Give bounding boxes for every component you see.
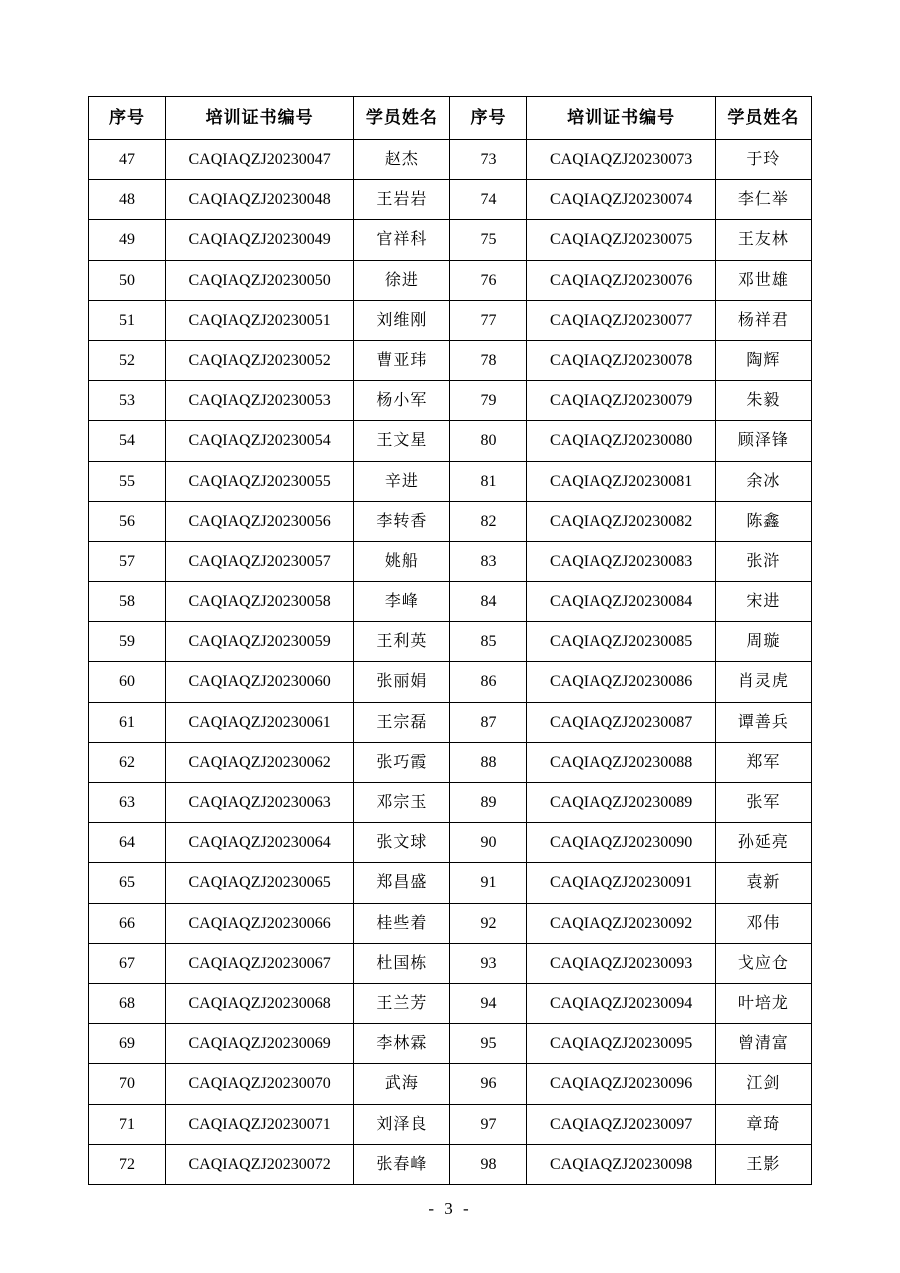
cell-certificate-left: CAQIAQZJ20230052 xyxy=(166,340,354,380)
cell-certificate-left: CAQIAQZJ20230072 xyxy=(166,1144,354,1184)
cell-sequence-right: 82 xyxy=(450,501,527,541)
cell-certificate-right: CAQIAQZJ20230077 xyxy=(527,300,715,340)
cell-name-right: 王友林 xyxy=(715,220,811,260)
cell-certificate-left: CAQIAQZJ20230067 xyxy=(166,943,354,983)
table-row xyxy=(89,340,812,380)
table-row xyxy=(89,300,812,340)
cell-certificate-left: CAQIAQZJ20230047 xyxy=(166,140,354,180)
cell-sequence-right: 95 xyxy=(450,1024,527,1064)
cell-name-left: 张巧霞 xyxy=(354,742,450,782)
table-row xyxy=(89,461,812,501)
cell-name-left: 王文星 xyxy=(354,421,450,461)
cell-sequence-right: 85 xyxy=(450,622,527,662)
cell-sequence-right: 79 xyxy=(450,381,527,421)
cell-certificate-left: CAQIAQZJ20230063 xyxy=(166,783,354,823)
cell-certificate-left: CAQIAQZJ20230055 xyxy=(166,461,354,501)
table-row xyxy=(89,1064,812,1104)
cell-name-right: 陶辉 xyxy=(715,340,811,380)
column-header-certificate-left: 培训证书编号 xyxy=(166,97,354,140)
cell-certificate-left: CAQIAQZJ20230071 xyxy=(166,1104,354,1144)
cell-sequence-right: 90 xyxy=(450,823,527,863)
cell-name-right: 宋进 xyxy=(715,582,811,622)
cell-sequence-left: 66 xyxy=(89,903,166,943)
table-row xyxy=(89,702,812,742)
cell-name-left: 王宗磊 xyxy=(354,702,450,742)
table-row xyxy=(89,140,812,180)
cell-sequence-left: 61 xyxy=(89,702,166,742)
cell-certificate-right: CAQIAQZJ20230087 xyxy=(527,702,715,742)
cell-sequence-left: 71 xyxy=(89,1104,166,1144)
cell-name-right: 谭善兵 xyxy=(715,702,811,742)
table-row xyxy=(89,381,812,421)
cell-name-left: 张丽娟 xyxy=(354,662,450,702)
cell-certificate-right: CAQIAQZJ20230091 xyxy=(527,863,715,903)
cell-sequence-right: 89 xyxy=(450,783,527,823)
cell-name-right: 邓世雄 xyxy=(715,260,811,300)
cell-sequence-right: 78 xyxy=(450,340,527,380)
cell-name-left: 李转香 xyxy=(354,501,450,541)
cell-certificate-left: CAQIAQZJ20230060 xyxy=(166,662,354,702)
cell-certificate-right: CAQIAQZJ20230086 xyxy=(527,662,715,702)
cell-certificate-right: CAQIAQZJ20230094 xyxy=(527,983,715,1023)
table-row xyxy=(89,501,812,541)
cell-sequence-left: 47 xyxy=(89,140,166,180)
cell-sequence-left: 51 xyxy=(89,300,166,340)
cell-certificate-right: CAQIAQZJ20230096 xyxy=(527,1064,715,1104)
cell-certificate-right: CAQIAQZJ20230075 xyxy=(527,220,715,260)
cell-sequence-left: 54 xyxy=(89,421,166,461)
cell-name-left: 张文球 xyxy=(354,823,450,863)
cell-name-left: 赵杰 xyxy=(354,140,450,180)
column-header-sequence-right: 序号 xyxy=(450,97,527,140)
cell-name-right: 袁新 xyxy=(715,863,811,903)
table-row xyxy=(89,863,812,903)
table-row xyxy=(89,662,812,702)
cell-name-right: 王影 xyxy=(715,1144,811,1184)
cell-name-right: 顾泽锋 xyxy=(715,421,811,461)
column-header-name-right: 学员姓名 xyxy=(715,97,811,140)
cell-sequence-right: 93 xyxy=(450,943,527,983)
cell-name-right: 于玲 xyxy=(715,140,811,180)
cell-name-right: 郑军 xyxy=(715,742,811,782)
table-row xyxy=(89,582,812,622)
cell-certificate-right: CAQIAQZJ20230090 xyxy=(527,823,715,863)
cell-sequence-left: 50 xyxy=(89,260,166,300)
cell-sequence-right: 94 xyxy=(450,983,527,1023)
table-row xyxy=(89,742,812,782)
cell-name-left: 刘泽良 xyxy=(354,1104,450,1144)
cell-certificate-left: CAQIAQZJ20230054 xyxy=(166,421,354,461)
cell-sequence-left: 52 xyxy=(89,340,166,380)
cell-sequence-right: 74 xyxy=(450,180,527,220)
cell-sequence-left: 53 xyxy=(89,381,166,421)
cell-sequence-right: 97 xyxy=(450,1104,527,1144)
cell-sequence-right: 84 xyxy=(450,582,527,622)
cell-name-left: 刘维刚 xyxy=(354,300,450,340)
table-row xyxy=(89,260,812,300)
cell-certificate-left: CAQIAQZJ20230061 xyxy=(166,702,354,742)
cell-name-left: 杨小军 xyxy=(354,381,450,421)
cell-certificate-right: CAQIAQZJ20230097 xyxy=(527,1104,715,1144)
cell-sequence-left: 68 xyxy=(89,983,166,1023)
cell-certificate-left: CAQIAQZJ20230068 xyxy=(166,983,354,1023)
cell-certificate-left: CAQIAQZJ20230050 xyxy=(166,260,354,300)
cell-sequence-left: 56 xyxy=(89,501,166,541)
cell-name-left: 曹亚玮 xyxy=(354,340,450,380)
table-header-row xyxy=(89,97,812,140)
cell-name-right: 曾清富 xyxy=(715,1024,811,1064)
cell-name-right: 叶培龙 xyxy=(715,983,811,1023)
cell-name-left: 官祥科 xyxy=(354,220,450,260)
table-row xyxy=(89,1144,812,1184)
table-row xyxy=(89,622,812,662)
cell-name-right: 杨祥君 xyxy=(715,300,811,340)
cell-certificate-right: CAQIAQZJ20230093 xyxy=(527,943,715,983)
cell-name-right: 邓伟 xyxy=(715,903,811,943)
cell-sequence-left: 65 xyxy=(89,863,166,903)
table-row xyxy=(89,783,812,823)
cell-name-right: 陈鑫 xyxy=(715,501,811,541)
table-row xyxy=(89,823,812,863)
cell-certificate-left: CAQIAQZJ20230048 xyxy=(166,180,354,220)
cell-certificate-right: CAQIAQZJ20230083 xyxy=(527,541,715,581)
cell-certificate-right: CAQIAQZJ20230092 xyxy=(527,903,715,943)
cell-name-left: 辛进 xyxy=(354,461,450,501)
cell-name-right: 江剑 xyxy=(715,1064,811,1104)
cell-certificate-right: CAQIAQZJ20230088 xyxy=(527,742,715,782)
table-row xyxy=(89,180,812,220)
cell-certificate-left: CAQIAQZJ20230070 xyxy=(166,1064,354,1104)
cell-name-left: 桂些着 xyxy=(354,903,450,943)
cell-certificate-right: CAQIAQZJ20230078 xyxy=(527,340,715,380)
cell-name-left: 李峰 xyxy=(354,582,450,622)
cell-certificate-right: CAQIAQZJ20230073 xyxy=(527,140,715,180)
cell-certificate-left: CAQIAQZJ20230056 xyxy=(166,501,354,541)
cell-sequence-left: 72 xyxy=(89,1144,166,1184)
cell-sequence-right: 98 xyxy=(450,1144,527,1184)
cell-name-left: 王兰芳 xyxy=(354,983,450,1023)
cell-sequence-right: 91 xyxy=(450,863,527,903)
cell-sequence-left: 69 xyxy=(89,1024,166,1064)
cell-name-right: 张军 xyxy=(715,783,811,823)
cell-name-left: 郑昌盛 xyxy=(354,863,450,903)
cell-name-left: 王利英 xyxy=(354,622,450,662)
cell-certificate-right: CAQIAQZJ20230098 xyxy=(527,1144,715,1184)
cell-sequence-right: 96 xyxy=(450,1064,527,1104)
cell-certificate-left: CAQIAQZJ20230059 xyxy=(166,622,354,662)
cell-sequence-left: 49 xyxy=(89,220,166,260)
cell-sequence-left: 57 xyxy=(89,541,166,581)
table-row xyxy=(89,943,812,983)
cell-sequence-right: 80 xyxy=(450,421,527,461)
cell-certificate-right: CAQIAQZJ20230084 xyxy=(527,582,715,622)
table-row xyxy=(89,903,812,943)
cell-sequence-left: 55 xyxy=(89,461,166,501)
cell-name-right: 朱毅 xyxy=(715,381,811,421)
cell-certificate-left: CAQIAQZJ20230066 xyxy=(166,903,354,943)
table-row xyxy=(89,421,812,461)
cell-sequence-left: 60 xyxy=(89,662,166,702)
cell-sequence-right: 77 xyxy=(450,300,527,340)
cell-certificate-right: CAQIAQZJ20230082 xyxy=(527,501,715,541)
cell-name-left: 武海 xyxy=(354,1064,450,1104)
cell-certificate-left: CAQIAQZJ20230057 xyxy=(166,541,354,581)
cell-certificate-right: CAQIAQZJ20230089 xyxy=(527,783,715,823)
cell-sequence-right: 76 xyxy=(450,260,527,300)
cell-name-left: 李林霖 xyxy=(354,1024,450,1064)
cell-sequence-left: 70 xyxy=(89,1064,166,1104)
cell-name-right: 孙延亮 xyxy=(715,823,811,863)
cell-sequence-right: 81 xyxy=(450,461,527,501)
column-header-sequence-left: 序号 xyxy=(89,97,166,140)
cell-name-right: 李仁举 xyxy=(715,180,811,220)
cell-certificate-right: CAQIAQZJ20230080 xyxy=(527,421,715,461)
cell-sequence-right: 87 xyxy=(450,702,527,742)
column-header-name-left: 学员姓名 xyxy=(354,97,450,140)
table-body xyxy=(89,140,812,1185)
cell-certificate-left: CAQIAQZJ20230053 xyxy=(166,381,354,421)
cell-sequence-left: 67 xyxy=(89,943,166,983)
cell-sequence-left: 64 xyxy=(89,823,166,863)
cell-name-right: 肖灵虎 xyxy=(715,662,811,702)
table-row xyxy=(89,1024,812,1064)
table-row xyxy=(89,1104,812,1144)
cell-sequence-right: 92 xyxy=(450,903,527,943)
cell-certificate-left: CAQIAQZJ20230051 xyxy=(166,300,354,340)
cell-name-right: 章琦 xyxy=(715,1104,811,1144)
cell-sequence-right: 86 xyxy=(450,662,527,702)
cell-certificate-left: CAQIAQZJ20230062 xyxy=(166,742,354,782)
cell-name-right: 余冰 xyxy=(715,461,811,501)
cell-certificate-right: CAQIAQZJ20230074 xyxy=(527,180,715,220)
cell-certificate-left: CAQIAQZJ20230049 xyxy=(166,220,354,260)
cell-certificate-left: CAQIAQZJ20230065 xyxy=(166,863,354,903)
cell-name-left: 王岩岩 xyxy=(354,180,450,220)
cell-certificate-right: CAQIAQZJ20230081 xyxy=(527,461,715,501)
cell-certificate-left: CAQIAQZJ20230064 xyxy=(166,823,354,863)
cell-certificate-right: CAQIAQZJ20230079 xyxy=(527,381,715,421)
cell-certificate-left: CAQIAQZJ20230069 xyxy=(166,1024,354,1064)
cell-name-right: 戈应仓 xyxy=(715,943,811,983)
cell-name-left: 邓宗玉 xyxy=(354,783,450,823)
cell-sequence-left: 63 xyxy=(89,783,166,823)
table-header xyxy=(89,97,812,140)
cell-name-left: 杜国栋 xyxy=(354,943,450,983)
cell-sequence-left: 48 xyxy=(89,180,166,220)
cell-certificate-left: CAQIAQZJ20230058 xyxy=(166,582,354,622)
cell-sequence-right: 73 xyxy=(450,140,527,180)
trainee-certificate-table xyxy=(88,96,812,1185)
column-header-certificate-right: 培训证书编号 xyxy=(527,97,715,140)
cell-name-right: 张浒 xyxy=(715,541,811,581)
cell-name-right: 周璇 xyxy=(715,622,811,662)
cell-name-left: 姚船 xyxy=(354,541,450,581)
cell-name-left: 张春峰 xyxy=(354,1144,450,1184)
cell-sequence-left: 62 xyxy=(89,742,166,782)
table-row xyxy=(89,220,812,260)
cell-sequence-left: 58 xyxy=(89,582,166,622)
cell-certificate-right: CAQIAQZJ20230085 xyxy=(527,622,715,662)
table-row xyxy=(89,541,812,581)
cell-name-left: 徐进 xyxy=(354,260,450,300)
cell-certificate-right: CAQIAQZJ20230076 xyxy=(527,260,715,300)
cell-sequence-right: 83 xyxy=(450,541,527,581)
page-number: - 3 - xyxy=(428,1198,472,1218)
cell-certificate-right: CAQIAQZJ20230095 xyxy=(527,1024,715,1064)
cell-sequence-right: 88 xyxy=(450,742,527,782)
cell-sequence-left: 59 xyxy=(89,622,166,662)
cell-sequence-right: 75 xyxy=(450,220,527,260)
table-row xyxy=(89,983,812,1023)
